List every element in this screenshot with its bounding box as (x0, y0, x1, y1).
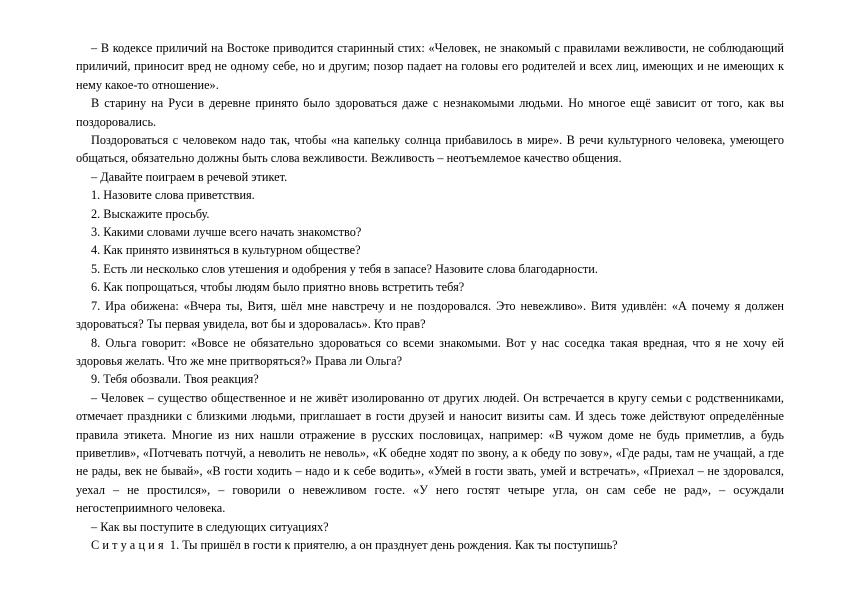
paragraph-proverbs: – Человек – существо общественное и не живёт изолированно от других людей. Он встречается в кругу семьи с родственниками, отмечает праздники с близкими людьми, приглашает в гости друзей и наносит визиты сам. И здесь тоже действуют определённые правила этикета. Многие из них нашли отражение в русских пословицах, например: «В чужом доме не будь приметлив, а будь приветлив», «Потчевать потчуй, а неволить не неволь», «К обедне ходят по звону, а к обеду по зову», «Где рады, там не учащай, а где не рады, век не бывай», «В гости ходить – надо и к себе водить», «Умей в гости звать, умей и встречать», «Приехал – не здоровался, уехал – не простился», – говорили о невежливом госте. «У него гостят четыре угла, он сам себе не рад», – осуждали негостеприимного человека. (76, 390, 784, 516)
question-6: 6. Как попрощаться, чтобы людям было приятно вновь встретить тебя? (91, 280, 465, 295)
question-2: 2. Выскажите просьбу. (91, 206, 210, 221)
question-4: 4. Как принято извиняться в культурном обществе? (91, 243, 361, 258)
question-7: 7. Ира обижена: «Вчера ты, Витя, шёл мне навстречу и не поздоровался. Это невежливо». Витя удивлён: «А почему я должен здороваться? Ты первая увидела, вот бы и здоровалась». Кто прав? (76, 298, 784, 332)
situation-1 (76, 536, 784, 554)
paragraph-east-code: – В кодексе приличий на Востоке приводится старинный стих: «Человек, не знакомый с правилами вежливости, не соблюдающий приличий, приносит вред не одному себе, но и другим; позор падает на головы его родителей и всех лиц, имеющих и не имеющих к нему какое-то отношение». (76, 41, 784, 92)
question-3: 3. Какими словами лучше всего начать знакомство? (91, 225, 362, 240)
paragraph-old-rus-greeting: В старину на Руси в деревне принято было здороваться даже с незнакомыми людьми. Но многое ещё зависит от того, как вы поздоровались. (76, 96, 784, 129)
situation-text: 1. Ты пришёл в гости к приятелю, а он празднует день рождения. Как ты поступишь? (166, 537, 618, 552)
paragraph-situations-intro: – Как вы поступите в следующих ситуациях? (91, 519, 329, 534)
question-8: 8. Ольга говорит: «Вовсе не обязательно здороваться со всеми знакомыми. Вот у нас соседка такая вредная, что я не хочу ей здоровья желать. Что же мне притворяться?» Права ли Ольга? (76, 335, 784, 368)
question-1: 1. Назовите слова приветствия. (91, 188, 255, 203)
situation-label: Ситуация (91, 537, 167, 552)
paragraph-game-intro: – Давайте поиграем в речевой этикет. (91, 169, 288, 184)
question-5: 5. Есть ли несколько слов утешения и одобрения у тебя в запасе? Назовите слова благодарности. (91, 261, 598, 276)
paragraph-greeting-sun: Поздороваться с человеком надо так, чтобы «на капельку солнца прибавилось в мире». В речи культурного человека, умеющего общаться, обязательно должны быть слова вежливости. Вежливость – неотъемлемое качество общения. (76, 133, 784, 166)
question-9: 9. Тебя обозвали. Твоя реакция? (91, 372, 259, 387)
